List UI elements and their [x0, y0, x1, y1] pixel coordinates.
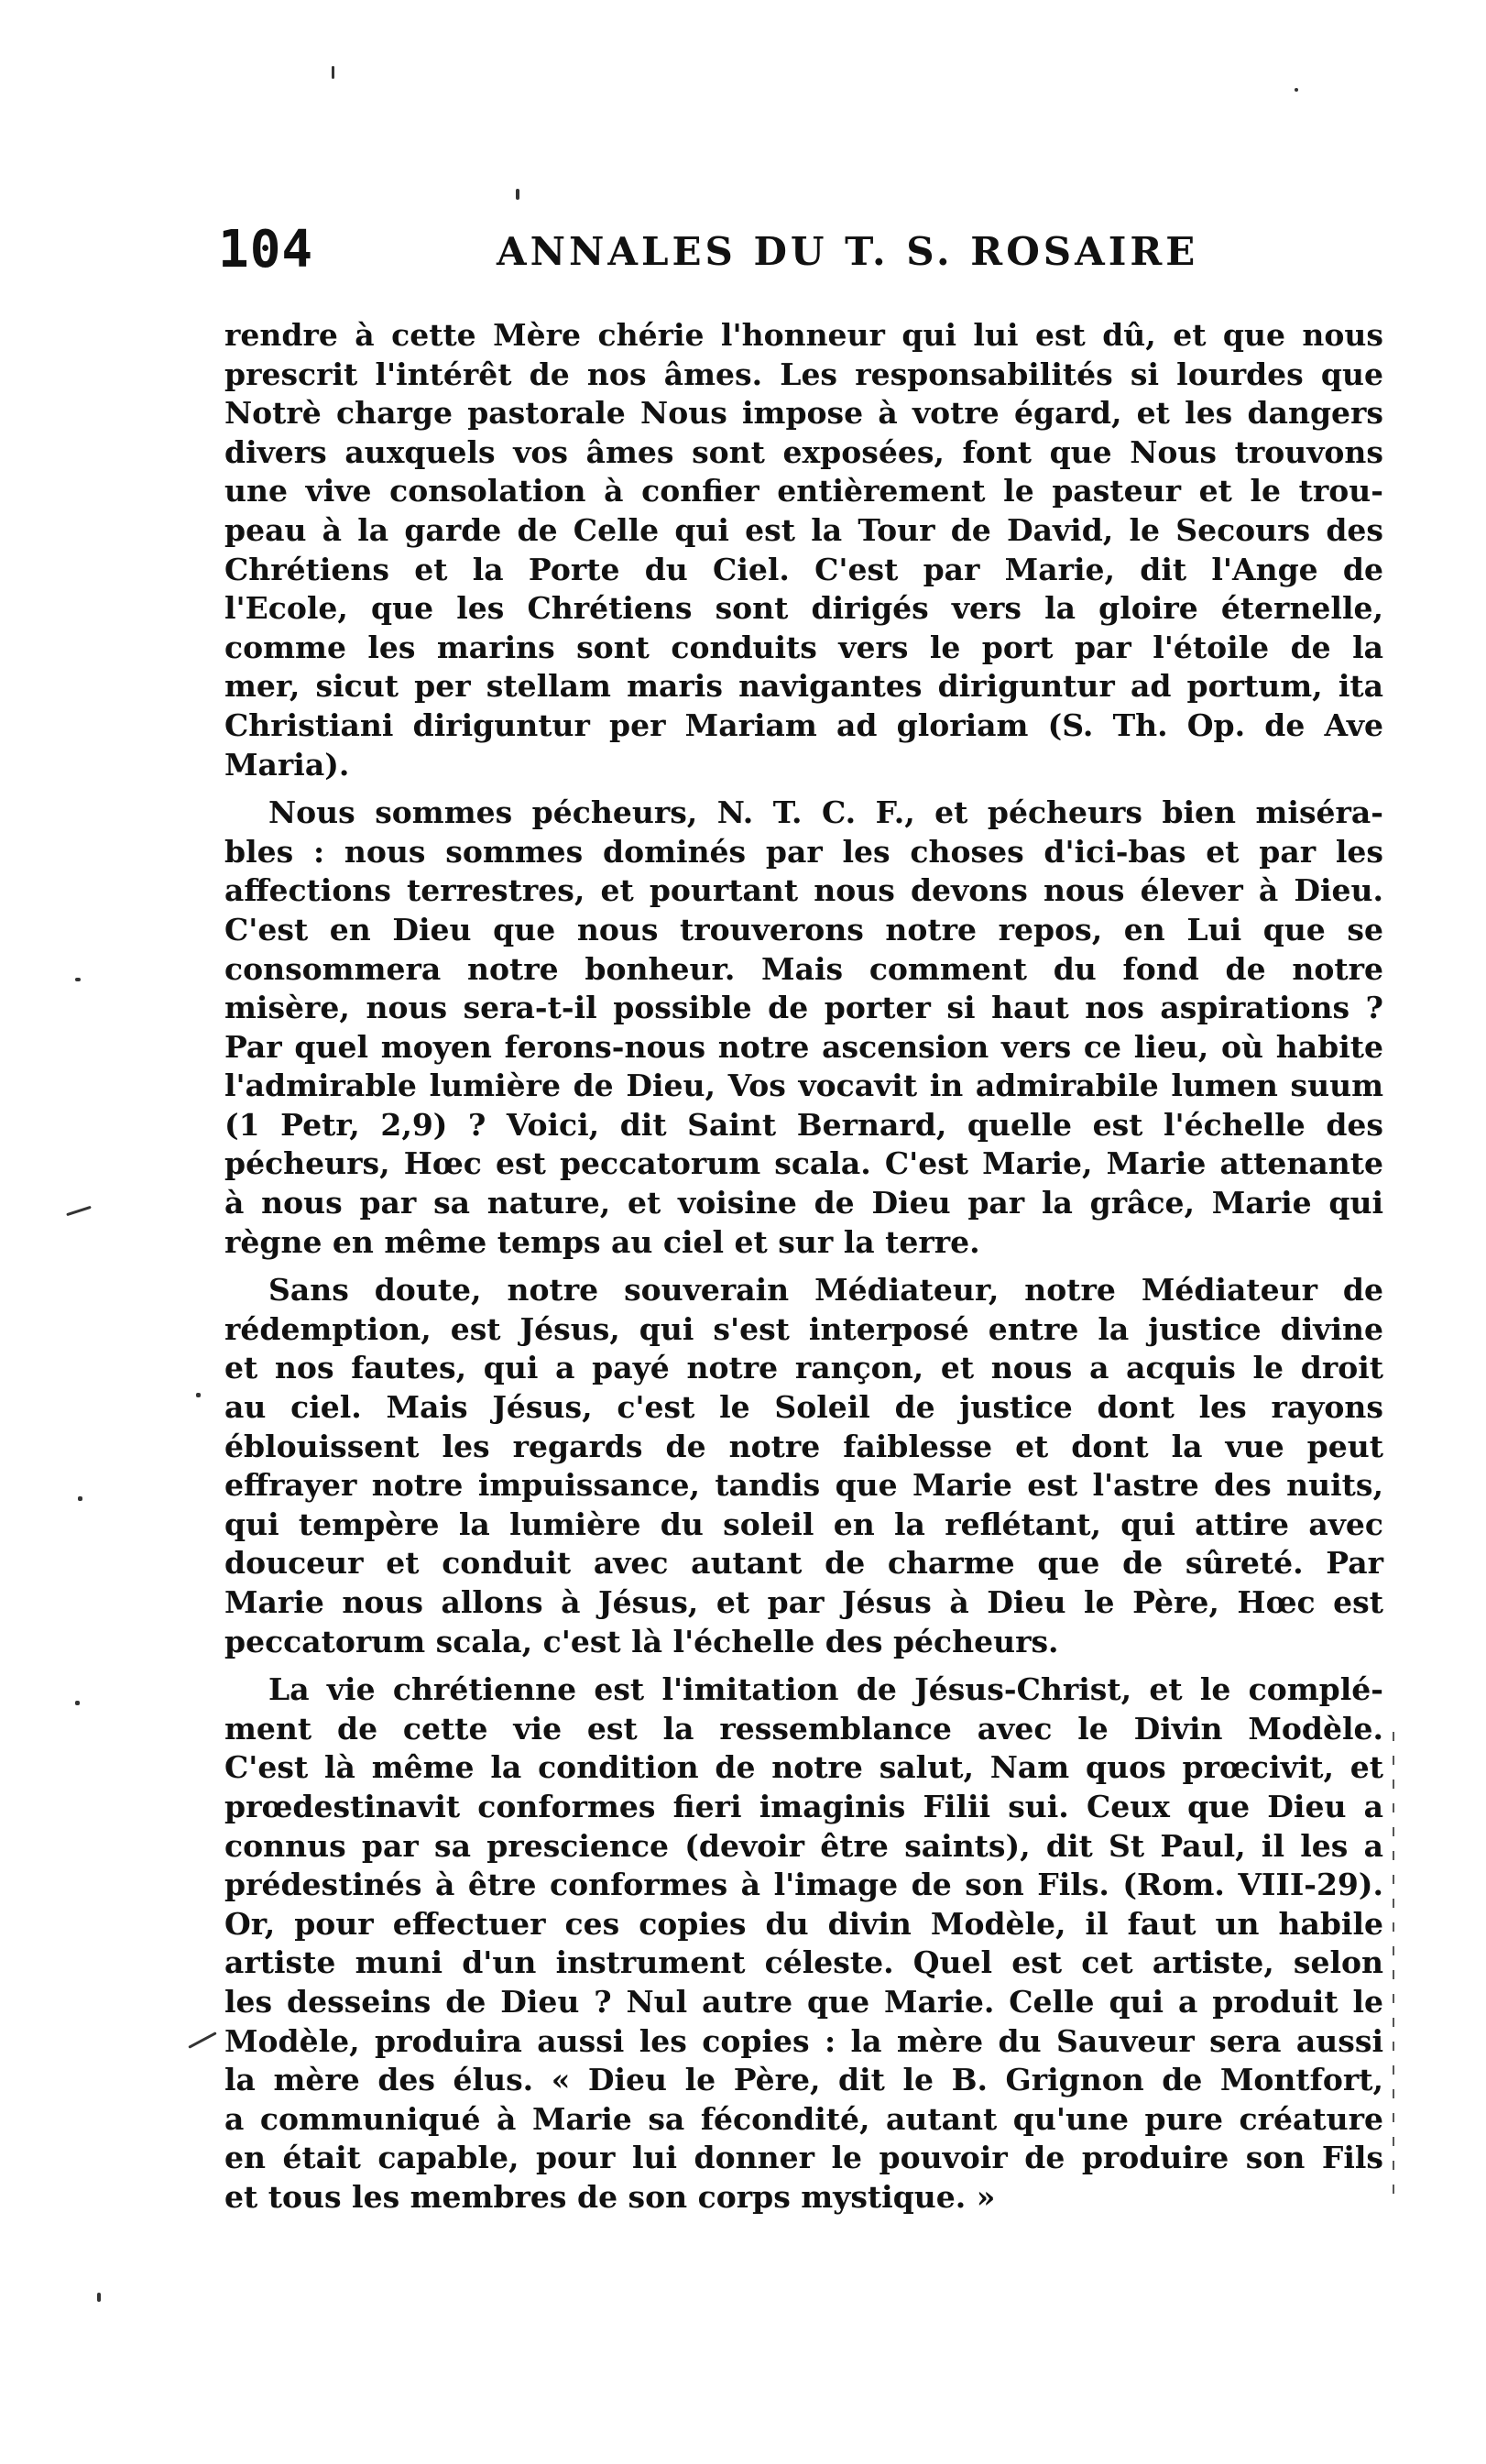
text-line: à nous par sa nature, et voisine de Dieu par la grâce, Marie qui [224, 1185, 1383, 1221]
pencil-tick [188, 2031, 216, 2049]
text-line: Notrè charge pastorale Nous impose à votre égard, et les dangers [224, 395, 1383, 432]
text-line: prœdestinavit conformes fieri imaginis Filii sui. Ceux que Dieu a [224, 1788, 1383, 1824]
paragraph-1 [224, 316, 1383, 784]
text-line: règne en même temps au ciel et sur la terre. [224, 1223, 980, 1260]
scan-speck [78, 1496, 82, 1501]
scan-speck [75, 1701, 80, 1705]
text-line: ment de cette vie est la ressemblance avec le Divin Modèle. [224, 1710, 1383, 1747]
scan-speck [516, 189, 519, 200]
text-line: Par quel moyen ferons-nous notre ascension vers ce lieu, où habite [224, 1028, 1383, 1065]
text-line: les desseins de Dieu ? Nul autre que Marie. Celle qui a produit le [224, 1983, 1383, 2020]
text-line: Marie nous allons à Jésus, et par Jésus à Dieu le Père, Hœc est [224, 1584, 1383, 1620]
scan-speck [332, 66, 334, 79]
text-line: artiste muni d'un instrument céleste. Quel est cet artiste, selon [224, 1944, 1383, 1981]
text-line: comme les marins sont conduits vers le port par l'étoile de la [224, 629, 1383, 665]
paragraph-3 [224, 1271, 1383, 1661]
text-line: Nous sommes pécheurs, N. T. C. F., et pécheurs bien miséra- [268, 794, 1383, 831]
scan-speck [66, 1206, 92, 1217]
text-line: éblouissent les regards de notre faiblesse et dont la vue peut [224, 1428, 1383, 1464]
page-header [218, 218, 1207, 282]
scan-speck [75, 978, 81, 981]
paragraph-2 [224, 794, 1383, 1262]
paragraph-4 [224, 1670, 1383, 2217]
text-line: rendre à cette Mère chérie l'honneur qui lui est dû, et que nous [224, 317, 1383, 353]
text-line: divers auxquels vos âmes sont exposées, font que Nous trouvons [224, 433, 1383, 470]
text-line: mer, sicut per stellam maris navigantes diriguntur ad portum, ita [224, 668, 1383, 705]
running-head: ANNALES DU T. S. ROSAIRE [497, 229, 1199, 274]
text-line: et nos fautes, qui a payé notre rançon, et nous a acquis le droit [224, 1350, 1383, 1386]
text-line: connus par sa prescience (devoir être saints), dit St Paul, il les a [224, 1827, 1383, 1864]
text-line: en était capable, pour lui donner le pouvoir de produire son Fils [224, 2140, 1383, 2176]
text-line: consommera notre bonheur. Mais comment du fond de notre [224, 950, 1383, 987]
text-line: l'admirable lumière de Dieu, Vos vocavit in admirabile lumen suum [224, 1068, 1383, 1104]
text-line: prédestinés à être conformes à l'image de son Fils. (Rom. VIII-29). [224, 1867, 1383, 1903]
text-line: Modèle, produira aussi les copies : la mère du Sauveur sera aussi [224, 2022, 1383, 2059]
body-text [224, 316, 1383, 2218]
margin-rule [1393, 1732, 1394, 2208]
text-line: rédemption, est Jésus, qui s'est interposé entre la justice divine [224, 1310, 1383, 1347]
text-line: C'est en Dieu que nous trouverons notre repos, en Lui que se [224, 911, 1383, 947]
text-line: et tous les membres de son corps mystique. » [224, 2178, 996, 2215]
scan-speck [1295, 88, 1298, 92]
text-line: a communiqué à Marie sa fécondité, autant qu'une pure créature [224, 2100, 1383, 2137]
text-line: (1 Petr, 2,9) ? Voici, dit Saint Bernard, quelle est l'échelle des [224, 1106, 1383, 1143]
text-line: Maria). [224, 746, 350, 783]
text-line: pécheurs, Hœc est peccatorum scala. C'est Marie, Marie attenante [224, 1145, 1383, 1182]
text-line: prescrit l'intérêt de nos âmes. Les responsabilités si lourdes que [224, 356, 1383, 392]
scan-speck [196, 1393, 201, 1397]
text-line: au ciel. Mais Jésus, c'est le Soleil de justice dont les rayons [224, 1389, 1383, 1426]
text-line: une vive consolation à confier entièrement le pasteur et le trou- [224, 473, 1383, 509]
scan-speck [97, 2293, 101, 2302]
text-line: peau à la garde de Celle qui est la Tour de David, le Secours des [224, 511, 1383, 548]
text-line: Christiani diriguntur per Mariam ad gloriam (S. Th. Op. de Ave [224, 706, 1383, 743]
page-number: 104 [218, 220, 314, 279]
text-line: bles : nous sommes dominés par les choses d'ici-bas et par les [224, 833, 1383, 870]
text-line: effrayer notre impuissance, tandis que Marie est l'astre des nuits, [224, 1467, 1383, 1504]
text-line: la mère des élus. « Dieu le Père, dit le B. Grignon de Montfort, [224, 2062, 1383, 2098]
text-line: douceur et conduit avec autant de charme que de sûreté. Par [224, 1545, 1383, 1582]
text-line: La vie chrétienne est l'imitation de Jésus-Christ, et le complé- [268, 1671, 1383, 1708]
text-line: l'Ecole, que les Chrétiens sont dirigés vers la gloire éternelle, [224, 590, 1383, 627]
text-line: C'est là même la condition de notre salut, Nam quos prœcivit, et [224, 1749, 1383, 1786]
text-line: qui tempère la lumière du soleil en la reflétant, qui attire avec [224, 1506, 1383, 1542]
text-line: Or, pour effectuer ces copies du divin Modèle, il faut un habile [224, 1905, 1383, 1942]
text-line: affections terrestres, et pourtant nous devons nous élever à Dieu. [224, 872, 1383, 909]
text-line: Sans doute, notre souverain Médiateur, notre Médiateur de [268, 1272, 1383, 1309]
text-line: Chrétiens et la Porte du Ciel. C'est par Marie, dit l'Ange de [224, 551, 1383, 587]
text-line: misère, nous sera-t-il possible de porter si haut nos aspirations ? [224, 990, 1383, 1026]
text-line: peccatorum scala, c'est là l'échelle des pécheurs. [224, 1623, 1059, 1659]
